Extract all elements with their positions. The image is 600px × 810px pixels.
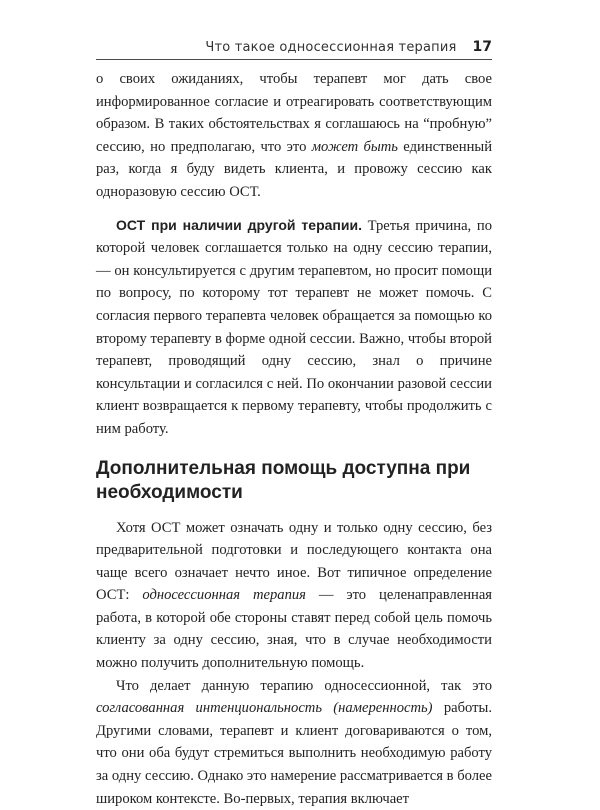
body-text	[96, 68, 492, 810]
section-heading: Дополнительная помощь доступна при необходимости	[96, 457, 471, 503]
paragraph-1	[96, 68, 492, 204]
page-number: 17	[472, 39, 492, 55]
paragraph-2	[96, 214, 492, 441]
running-title: Что такое односессионная терапия	[205, 40, 457, 55]
paragraph-4-emphasis: согласованная интенциональность (намеренность)	[96, 700, 433, 717]
paragraph-4-end: работы. Другими словами, терапевт и клиент договариваются о том, что они оба будут стремиться выполнить необходимую работу за одну сессию. Однако это намерение рассматривается в более широком контексте. Во-первых, терапия включает	[96, 700, 492, 807]
paragraph-2-text: Третья причина, по которой человек соглашается только на одну сессию терапии, — он консультируется с другим терапевтом, но просит помощи по вопросу, по которому тот терапевт не может помочь. С согласия первого терапевта человек обращается за помощью ко второму терапевту в форме одной сессии. Важно, чтобы второй терапевт, проводящий одну сессию, знал о причине консультации и согласился с ней. По окончании разовой сессии клиент возвращается к первому терапевту, чтобы продолжить с ним работу.	[96, 217, 492, 437]
paragraph-3	[96, 517, 492, 675]
paragraph-1-emphasis: может быть	[311, 138, 398, 155]
run-in-heading: ОСТ при наличии другой терапии.	[116, 216, 362, 233]
paragraph-4-text: Что делает данную терапию односессионной, так это	[116, 677, 492, 694]
paragraph-3-text: Хотя ОСТ может означать одну и только одну сессию, без предварительной подготовки и последующего контакта она чаще всего означает нечто иное. Вот типичное определение ОСТ:	[96, 519, 492, 604]
paragraph-1-end: единственный раз, когда я буду видеть клиента, и провожу сессию как одноразовую сессию ОСТ.	[96, 138, 493, 200]
paragraph-3-emphasis: односессионная терапия	[142, 587, 306, 604]
paragraph-1-text: о своих ожиданиях, чтобы терапевт мог дать свое информированное согласие и отреагировать соответствующим образом. В таких обстоятельствах я соглашаюсь на “пробную” сессию, но предполагаю, что это	[96, 71, 492, 155]
paragraph-3-end: — это целенаправленная работа, в которой обе стороны ставят перед собой цель помочь клиенту за одну сессию, зная, что в случае необходимости можно получить дополнительную помощь.	[96, 587, 493, 672]
paragraph-4	[96, 675, 492, 810]
running-header	[96, 36, 492, 60]
